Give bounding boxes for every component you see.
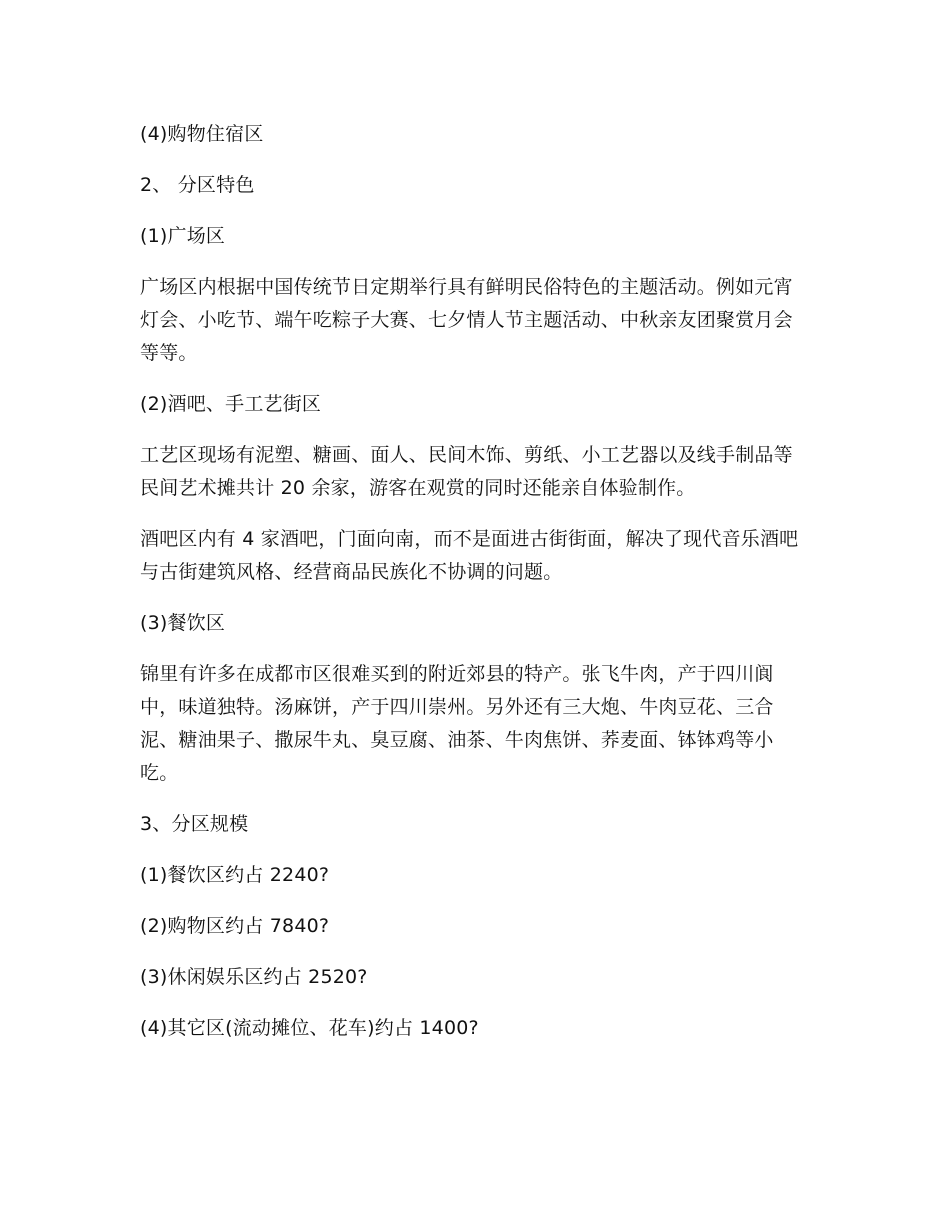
- scale-item-shopping: (2)购物区约占 7840?: [140, 915, 330, 937]
- section-heading-zone-features: 2、 分区特色: [140, 174, 255, 196]
- paragraph-bar-zone: 酒吧区内有 4 家酒吧，门面向南，而不是面进古街街面，解决了现代音乐酒吧与古街建筑风格、经营商品民族化不协调的问题。: [140, 528, 799, 583]
- scale-item-leisure: (3)休闲娱乐区约占 2520?: [140, 966, 368, 988]
- scale-item-dining: (1)餐饮区约占 2240?: [140, 864, 330, 886]
- paragraph-plaza-zone: 广场区内根据中国传统节日定期举行具有鲜明民俗特色的主题活动。例如元宵灯会、小吃节、端午吃粽子大赛、七夕情人节主题活动、中秋亲友团聚赏月会等等。: [140, 276, 793, 364]
- heading-bar-craft-zone: (2)酒吧、手工艺街区: [140, 393, 322, 415]
- heading-shopping-lodging-zone: (4)购物住宿区: [140, 123, 264, 145]
- heading-plaza-zone: (1)广场区: [140, 225, 226, 247]
- paragraph-craft-zone: 工艺区现场有泥塑、糖画、面人、民间木饰、剪纸、小工艺器以及线手制品等民间艺术摊共计 20 余家，游客在观赏的同时还能亲自体验制作。: [140, 444, 793, 499]
- section-heading-zone-scale: 3、分区规模: [140, 813, 249, 835]
- paragraph-dining-zone: 锦里有许多在成都市区很难买到的附近郊县的特产。张飞牛肉，产于四川阆中，味道独特。汤麻饼，产于四川崇州。另外还有三大炮、牛肉豆花、三合泥、糖油果子、撒尿牛丸、臭豆腐、油茶、牛肉焦饼、荞麦面、钵钵鸡等小吃。: [140, 663, 774, 784]
- scale-item-other: (4)其它区(流动摊位、花车)约占 1400?: [140, 1017, 479, 1039]
- heading-dining-zone: (3)餐饮区: [140, 612, 226, 634]
- document-body: [140, 118, 810, 1063]
